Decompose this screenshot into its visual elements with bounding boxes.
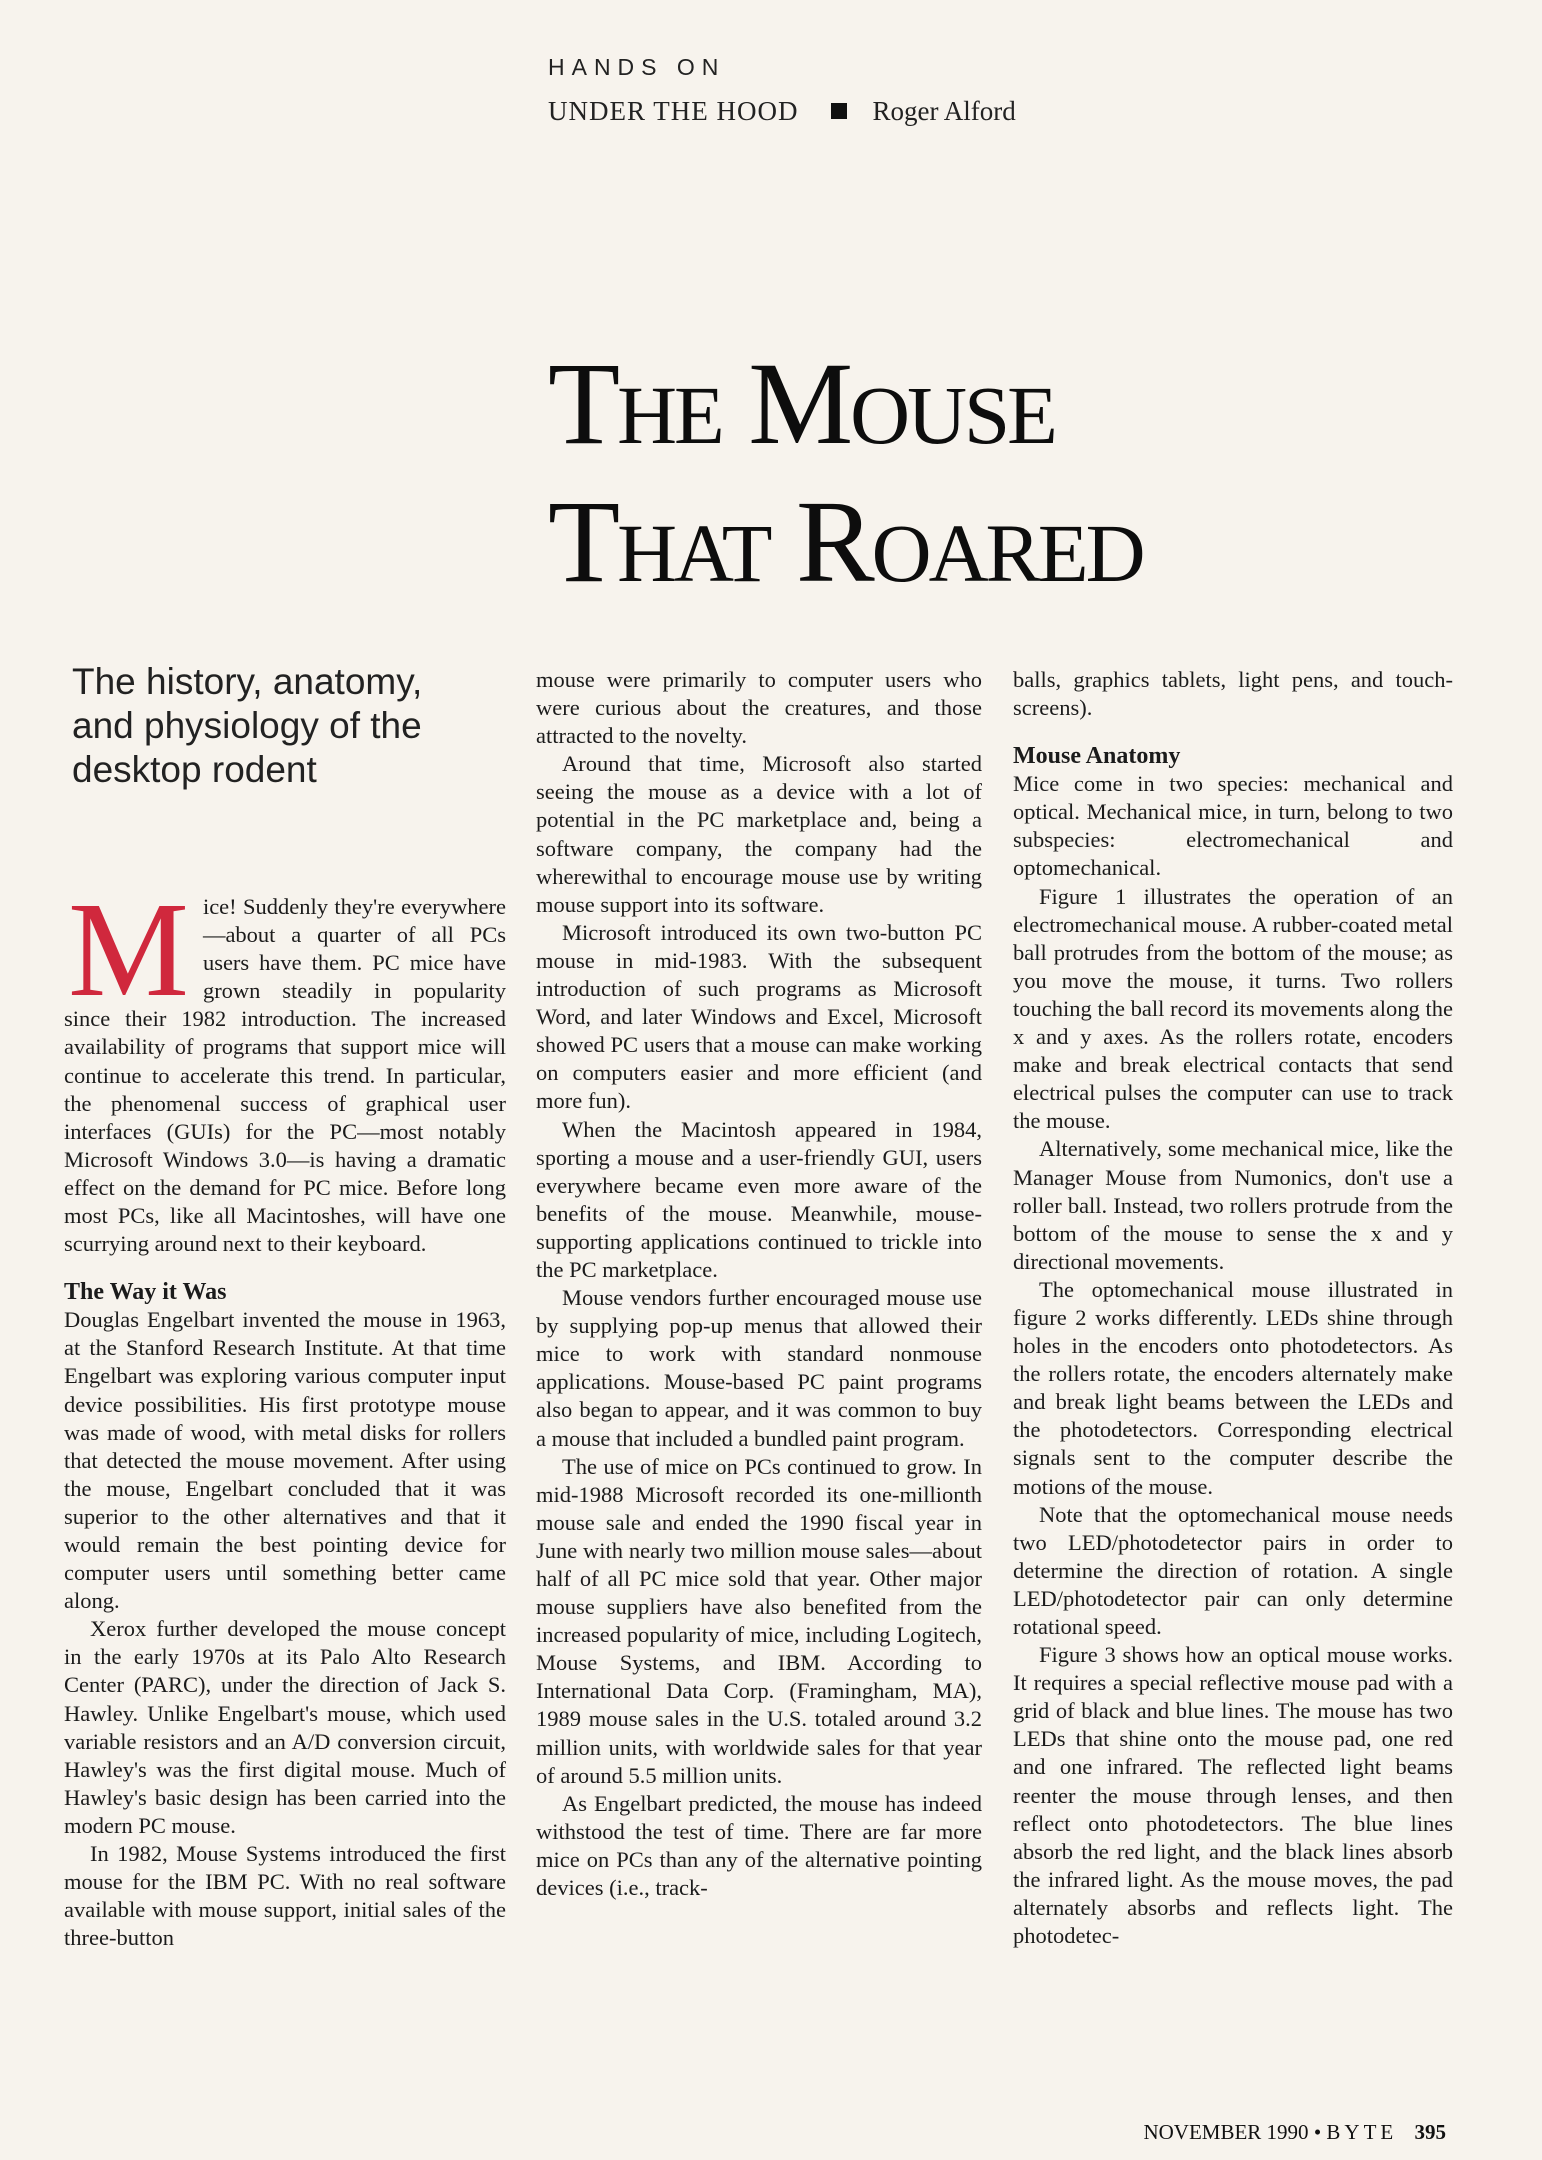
paragraph: The use of mice on PCs continued to grow. In mid-1988 Microsoft recorded its one-millionth mouse sale and ended the 1990 fiscal year in June with nearly two million mouse sales—about half of all PC mice sold that year. Other major mouse suppliers have also benefited from the increased popularity of mice, including Logitech, Mouse Systems, and IBM. According to International Data Corp. (Framingham, MA), 1989 mouse sales in the U.S. totaled around 3.2 million units, with worldwide sales for that year of around 5.5 million units. <box>536 1453 982 1788</box>
author-name: Roger Alford <box>872 96 1016 126</box>
paragraph: Around that time, Microsoft also started seeing the mouse as a device with a lot of potential in the PC marketplace and, being a software company, the company had the wherewithal to encourage mouse use by writing mouse support into its software. <box>536 751 982 917</box>
magazine-name: BYTE <box>1326 2120 1398 2144</box>
intro-text: ice! Suddenly they're everywhere—about a quarter of all PCs users have them. PC mice have grown steadily in popularity since their 1982 introduction. The increased availability of programs that support mice will continue to accelerate this trend. In particular, the phenomenal success of graphical user interfaces (GUIs) for the PC—most notably Microsoft Windows 3.0—is having a dramatic effect on the demand for PC mice. Before long most PCs, like all Macintoshes, will have one scurrying around next to their keyboard. <box>64 894 506 1257</box>
deck-subtitle: The history, anatomy, and physiology of the desktop rodent <box>72 661 423 790</box>
section-heading: The Way it Was <box>64 1279 227 1306</box>
paragraph: Figure 1 illustrates the operation of an electromechanical mouse. A rubber-coated metal ball protrudes from the bottom of the mouse; as you move the mouse, it turns. Two rollers touching the ball record its movements along the x and y axes. As the rollers rotate, encoders make and break electrical contacts that send electrical pulses the computer can use to track the mouse. <box>1013 883 1453 1134</box>
paragraph: Microsoft introduced its own two-button PC mouse in mid-1983. With the subsequent introduction of such programs as Microsoft Word, and later Windows and Excel, Microsoft showed PC users that a mouse can make working on computers easier and more efficient (and more fun). <box>536 919 982 1114</box>
paragraph: Note that the optomechanical mouse needs two LED/photodetector pairs in order to determine the direction of rotation. A single LED/photodetector pair can only determine rotational speed. <box>1013 1501 1453 1639</box>
paragraph: The optomechanical mouse illustrated in figure 2 works differently. LEDs shine through holes in the encoders onto photodetectors. As the rollers rotate, the encoders alternately make and break light beams between the LEDs and the photodetectors. Corresponding electrical signals sent to the computer describe the motions of the mouse. <box>1013 1276 1453 1499</box>
drop-cap: M <box>68 875 189 1025</box>
section-name: UNDER THE HOOD <box>548 96 799 126</box>
paragraph: Alternatively, some mechanical mice, like the Manager Mouse from Numonics, don't use a roller ball. Instead, two rollers protrude from the bottom of the mouse to sense the x and y directional movements. <box>1013 1136 1453 1274</box>
paragraph: In 1982, Mouse Systems introduced the first mouse for the IBM PC. With no real software available with mouse support, initial sales of the three-button <box>64 1841 506 1951</box>
paragraph: When the Macintosh appeared in 1984, sporting a mouse and a user-friendly GUI, users everywhere became even more aware of the benefits of the mouse. Meanwhile, mouse-supporting applications continued to trickle into the PC marketplace. <box>536 1116 982 1282</box>
intro-paragraph <box>64 875 506 1258</box>
square-bullet-icon <box>831 103 847 119</box>
paragraph: mouse were primarily to computer users who were curious about the creatures, and those attracted to the novelty. <box>536 667 982 749</box>
kicker: HANDS ON <box>548 54 726 80</box>
paragraph: Figure 3 shows how an optical mouse works. It requires a special reflective mouse pad with a grid of black and blue lines. The mouse has two LEDs that shine onto the mouse pad, one red and one infrared. The reflected light beams reenter the mouse through lenses, and then reflect onto photodetectors. The blue lines absorb the red light, and the black lines absorb the infrared light. As the mouse moves, the pad alternately absorbs and reflects light. The photodetec- <box>1013 1642 1453 1949</box>
section-heading: Mouse Anatomy <box>1013 743 1181 770</box>
footer-separator: • <box>1313 2120 1322 2144</box>
paragraph: balls, graphics tablets, light pens, and touch-screens). <box>1013 667 1453 721</box>
paragraph: Douglas Engelbart invented the mouse in 1963, at the Stanford Research Institute. At that time Engelbart was exploring various computer input device possibilities. His first prototype mouse was made of wood, with metal disks for rollers that detected the mouse movement. After using the mouse, Engelbart concluded that it was superior to the other alternatives and that it would remain the best pointing device for computer users until something better came along. <box>64 1307 506 1614</box>
column-3 <box>1013 666 1453 1950</box>
paragraph: As Engelbart predicted, the mouse has indeed withstood the test of time. There are far more mice on PCs than any of the alternative pointing devices (i.e., track- <box>536 1790 982 1901</box>
paragraph: Mouse vendors further encouraged mouse use by supplying pop-up menus that allowed their mice to work with standard nonmouse applications. Mouse-based PC paint programs also began to appear, and it was common to buy a mouse that included a bundled paint program. <box>536 1285 982 1451</box>
paragraph: Mice come in two species: mechanical and optical. Mechanical mice, in turn, belong to two subspecies: electromechanical and optomechanical. <box>1013 771 1453 881</box>
column-1 <box>64 875 506 1952</box>
page-footer <box>1143 2120 1446 2145</box>
article-title <box>548 338 1143 607</box>
title-line-2: That Roared <box>548 476 1143 607</box>
issue-date: NOVEMBER 1990 <box>1143 2120 1309 2144</box>
page-number: 395 <box>1414 2120 1446 2144</box>
paragraph: Xerox further developed the mouse concept in the early 1970s at its Palo Alto Research Center (PARC), under the direction of Jack S. Hawley. Unlike Engelbart's mouse, which used variable resistors and an A/D conversion circuit, Hawley's was the first digital mouse. Much of Hawley's basic design has been carried into the modern PC mouse. <box>64 1616 506 1838</box>
column-2 <box>536 666 982 1902</box>
title-line-1: The Mouse <box>548 338 1055 469</box>
running-head <box>548 96 1016 127</box>
